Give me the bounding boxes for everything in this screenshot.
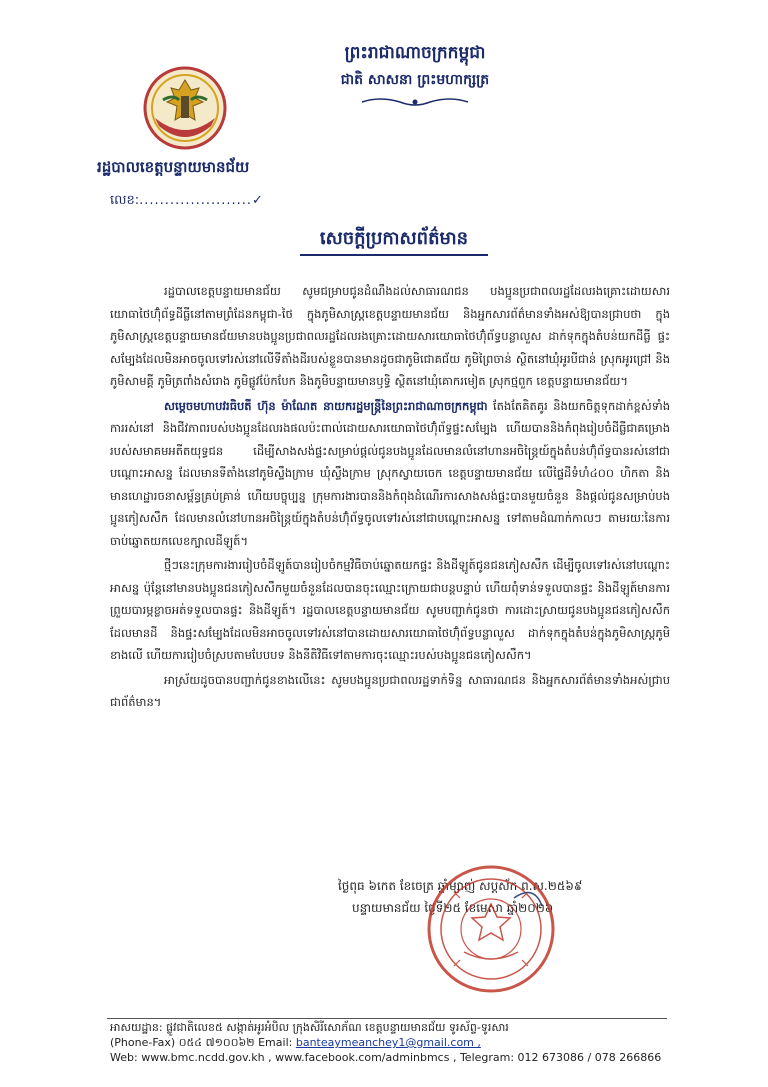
announcement-body	[110, 280, 670, 716]
document-title: សេចក្តីប្រកាសព័ត៌មាន	[319, 228, 469, 249]
khmer-lunar-date: ថ្ងៃពុធ ៦កេត ខែចេត្រ ឆ្នាំម្សាញ់ សប្តស័ក ព.ស.២៥៦៩	[338, 879, 583, 893]
prime-minister-name: សម្តេចមហាបវរធិបតី ហ៊ុន ម៉ាណែត នាយករដ្ឋមន្ត្រីនៃព្រះរាជាណាចក្រកម្ពុជា	[164, 398, 488, 413]
paragraph-4: អាស្រ័យដូចបានបញ្ជាក់ជូនខាងលើនេះ សូមបងប្អូនប្រជាពលរដ្ឋទាក់ទិន្ន សាធារណជន និងអ្នកសារព័ត៌មានទាំងអស់ជ្រាបជាព័ត៌មាន។	[110, 672, 670, 709]
footer-web	[110, 1050, 670, 1065]
provincial-emblem-icon	[143, 66, 227, 150]
reference-dots: ......................✓	[139, 193, 264, 208]
kingdom-heading: ព្រះរាជាណាចក្រកម្ពុជា	[344, 43, 486, 63]
paragraph-1: រដ្ឋបាលខេត្តបន្ទាយមានជ័យ សូមជម្រាបជូនដំណឹងដល់សាធារណជន បងប្អូនប្រជាពលរដ្ឋដែលរងគ្រោះដោយសារយោធាថៃហ៊ុំព័ទ្ធដីធ្លីនៅតាមព្រំដែនកម្ពុជា-ថៃ ក្នុងភូមិសាស្ត្រខេត្តបន្ទាយមានជ័យ និងអ្នកសារព័ត៌មានទាំងអស់ឱ្យបានជ្រាបថា ក្នុងភូមិសាស្ត្រខេត្តបន្ទាយមានជ័យមានបងប្អូនប្រជាពលរដ្ឋដែលរងគ្រោះដោយសារយោធាថៃហ៊ុំព័ទ្ធបន្លាលួស ដាក់ទុកក្នុងតំបន់យកដីធ្លី ផ្ទះសម្បែងដែលមិនអាចចូលទៅរស់នៅលើទីតាំងដីរបស់ខ្លួនបានមានដូចជាភូមិជោគជ័យ ភូមិព្រៃចាន់ ស្ថិតនៅឃុំអូរបីជាន់ ស្រុកអូរជ្រៅ និងភូមិសាមគ្គី ភូមិត្រពាំងសំរោង ភូមិផ្លូវប៉ែកបែក និងភូមិបន្ទាយមានឫទ្ធិ ស្ថិតនៅឃុំគោករមៀត ស្រុកថ្មពួក ខេត្តបន្ទាយមានជ័យ។	[110, 284, 670, 388]
email-link[interactable]: banteaymeanchey1@gmail.com ,	[295, 1036, 481, 1049]
official-seal-icon	[424, 862, 558, 996]
ministry-name: រដ្ឋបាលខេត្តបន្ទាយមានជ័យ	[97, 158, 250, 176]
email-label: Email:	[258, 1036, 293, 1049]
place-and-date: បន្ទាយមានជ័យ ថ្ងៃទី២៥ ខែមេសា ឆ្នាំ២០២៦	[352, 901, 554, 915]
footer-divider	[107, 1018, 667, 1019]
web-label: Web:	[110, 1051, 138, 1064]
footer-address: អាសយដ្ឋាន: ផ្លូវជាតិលេខ៥ សង្កាត់អូរអំបិល ក្រុងសិរីសោភ័ណ ខេត្តបន្ទាយមានជ័យ ទូរស័ព្ទ-ទូរសារ	[110, 1021, 509, 1034]
phone-number: ០៥៤ ៧១០០៦២	[178, 1036, 255, 1049]
phone-label: (Phone-Fax)	[110, 1036, 176, 1049]
footer	[110, 1020, 670, 1065]
national-motto: ជាតិ សាសនា ព្រះមហាក្សត្រ	[340, 72, 490, 88]
paragraph-2	[110, 395, 670, 553]
footer-contact	[110, 1035, 670, 1050]
web-links[interactable]: www.bmc.ncdd.gov.kh , www.facebook.com/adminbmcs , Telegram: 012 673086 / 078 266866	[141, 1051, 662, 1064]
paragraph-3: ថ្មីៗនេះក្រុមការងាររៀបចំដីឡូត៍បានរៀបចំកម្មវិធីចាប់ឆ្នោតយកផ្ទះ និងដីឡូត៍ជូនជនភៀសសឹក ដើម្បីចូលទៅរស់នៅបណ្តោះអាសន្ន ប៉ុន្តែនៅមានបងប្អូនជនភៀសសឹកមួយចំនួនដែលបានចុះឈ្មោះក្រោយជាបន្តបន្ទាប់ ហើយពុំទាន់ទទួលបានផ្ទះ និងដីឡូត៍មានការព្រួយបារម្ភខ្លាចអត់ទទួលបានផ្ទះ និងដីឡូត៍។ រដ្ឋបាលខេត្តបន្ទាយមានជ័យ សូមបញ្ជាក់ជូនថា ការដោះស្រាយជូនបងប្អូនជនភៀសសឹកដែលមានដី និងផ្ទះសម្បែងដែលមិនអាចចូលទៅរស់នៅបានដោយសារយោធាថៃហ៊ុំព័ទ្ធបន្លាលួស ដាក់ទុកក្នុងតំបន់ក្នុងភូមិសាស្ត្រភូមិខាងលើ ហើយការរៀបចំស្របតាមបែបបទ និងនីតិវិធីទៅតាមការចុះឈ្មោះរបស់បងប្អូនជនភៀសសឹក។	[110, 558, 670, 662]
paragraph-2-text: តែងតែគិតគូរ និងយកចិត្តទុកដាក់ខ្ពស់ទាំងការរស់នៅ និងជីវភាពរបស់បងប្អូនដែលរងផលប៉ះពាល់ដោយសារយោធាថៃហ៊ុំព័ទ្ធផ្ទះសម្បែង ហើយបាននិងកំពុងរៀបចំដីធ្លីជាគម្រោងរបស់សមាគមអតីតយុទ្ធជន ដើម្បីសាងសង់ផ្ទះសម្រាប់ផ្តល់ជូនបងប្អូនដែលមានលំនៅហានអចិន្ត្រៃយ៍ក្នុងតំបន់ហ៊ុំព័ទ្ធបានរស់នៅជាបណ្តោះអាសន្ន ដែលមានទីតាំងនៅភូមិស្ទឹងក្រាម ឃុំស្ទឹងក្រាម ស្រុកស្វាយចេក ខេត្តបន្ទាយមានជ័យ លើផ្ទៃដីទំហំ៤០០ ហិកតា និងមានហេដ្ឋារចនាសម្ព័ន្ធគ្រប់គ្រាន់ ហើយបច្ចុប្បន្ន ក្រុមការងារបាននិងកំពុងដំណើរការសាងសង់ផ្ទះបានមួយចំនួន និងផ្តល់ជូនសម្រាប់បងប្អូនភៀសសឹក ដែលមានលំនៅហានអចិន្ត្រៃយ៍ក្នុងតំបន់ហ៊ុំព័ទ្ធចូលទៅរស់នៅជាបណ្តោះអាសន្ន ទៅតាមដំណាក់កាលៗ តាមរយៈនៃការចាប់ឆ្នោតយកលេខក្បាលដីឡូត៍។	[110, 398, 671, 548]
title-underline	[300, 254, 488, 256]
reference-number	[110, 192, 264, 211]
reference-label: លេខ:	[110, 193, 140, 208]
ornament-divider-icon	[360, 96, 470, 108]
